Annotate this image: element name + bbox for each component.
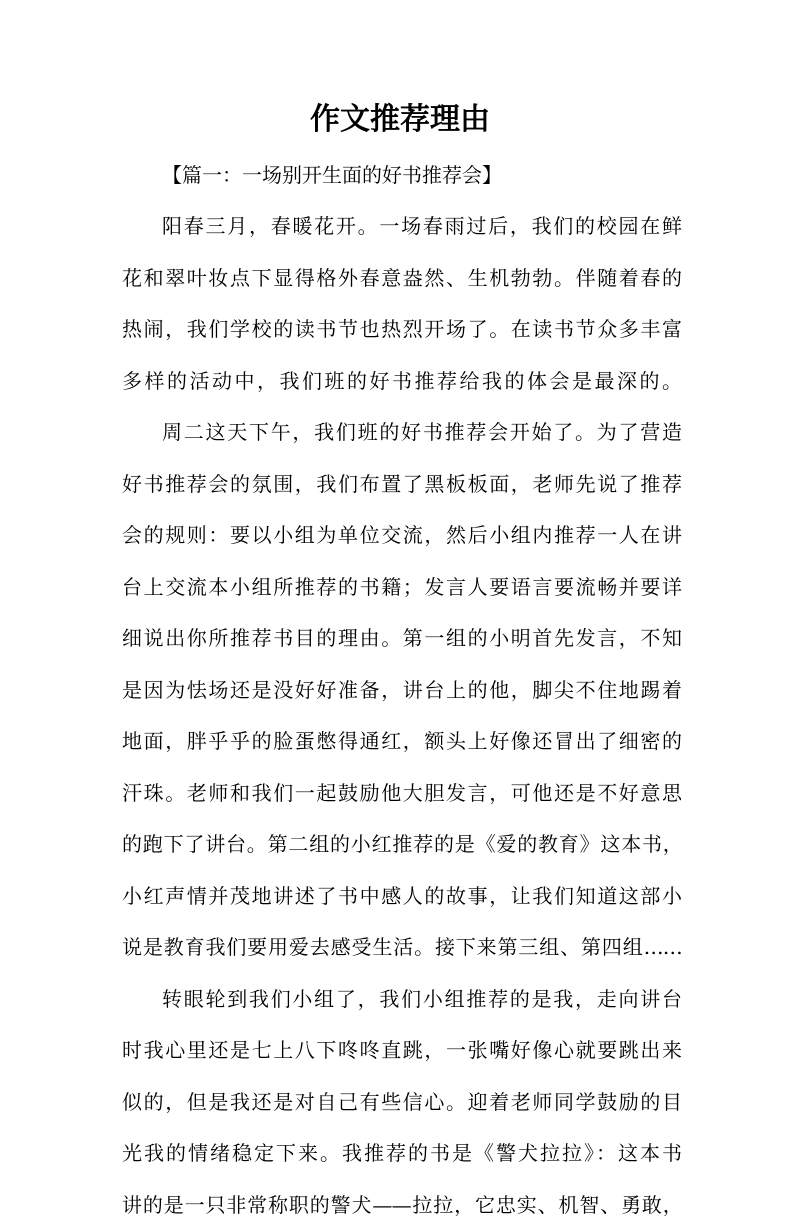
paragraph-line: 地面，胖乎乎的脸蛋憋得通红，额头上好像还冒出了细密的: [122, 716, 682, 768]
document-title: 作文推荐理由: [0, 92, 800, 148]
paragraph-line: 小红声情并茂地讲述了书中感人的故事，让我们知道这部小: [122, 871, 682, 923]
paragraph-line: 花和翠叶妆点下显得格外春意盎然、生机勃勃。伴随着春的: [122, 253, 682, 305]
paragraph-line: 周二这天下午，我们班的好书推荐会开始了。为了营造: [122, 407, 682, 459]
paragraph-line: 的跑下了讲台。第二组的小红推荐的是《爱的教育》这本书，: [122, 819, 682, 871]
paragraph-line: 台上交流本小组所推荐的书籍；发言人要语言要流畅并要详: [122, 562, 682, 614]
paragraph-2: [122, 407, 682, 974]
paragraph-line: 似的，但是我还是对自己有些信心。迎着老师同学鼓励的目: [122, 1077, 682, 1129]
paragraph-line: 时我心里还是七上八下咚咚直跳，一张嘴好像心就要跳出来: [122, 1025, 682, 1077]
paragraph-line: 说是教育我们要用爱去感受生活。接下来第三组、第四组……: [122, 922, 682, 974]
paragraph-line: 光我的情绪稳定下来。我推荐的书是《警犬拉拉》：这本书: [122, 1128, 682, 1180]
paragraph-line: 好书推荐会的氛围，我们布置了黑板板面，老师先说了推荐: [122, 459, 682, 511]
paragraph-line: 是因为怯场还是没好好准备，讲台上的他，脚尖不住地踢着: [122, 665, 682, 717]
paragraph-line: 细说出你所推荐书目的理由。第一组的小明首先发言，不知: [122, 613, 682, 665]
paragraph-line: 多样的活动中，我们班的好书推荐给我的体会是最深的。: [122, 356, 682, 408]
paragraph-line: 阳春三月，春暖花开。一场春雨过后，我们的校园在鲜: [122, 201, 682, 253]
paragraph-line: 热闹，我们学校的读书节也热烈开场了。在读书节众多丰富: [122, 304, 682, 356]
section-heading: 【篇一：一场别开生面的好书推荐会】: [122, 150, 682, 201]
paragraph-line: 会的规则：要以小组为单位交流，然后小组内推荐一人在讲: [122, 510, 682, 562]
document-body: [122, 150, 682, 1231]
paragraph-line: 汗珠。老师和我们一起鼓励他大胆发言，可他还是不好意思: [122, 768, 682, 820]
paragraph-line: 转眼轮到我们小组了，我们小组推荐的是我，走向讲台: [122, 974, 682, 1026]
paragraph-3: [122, 974, 682, 1231]
paragraph-line: 讲的是一只非常称职的警犬——拉拉，它忠实、机智、勇敢，: [122, 1180, 682, 1231]
paragraph-1: [122, 201, 682, 407]
